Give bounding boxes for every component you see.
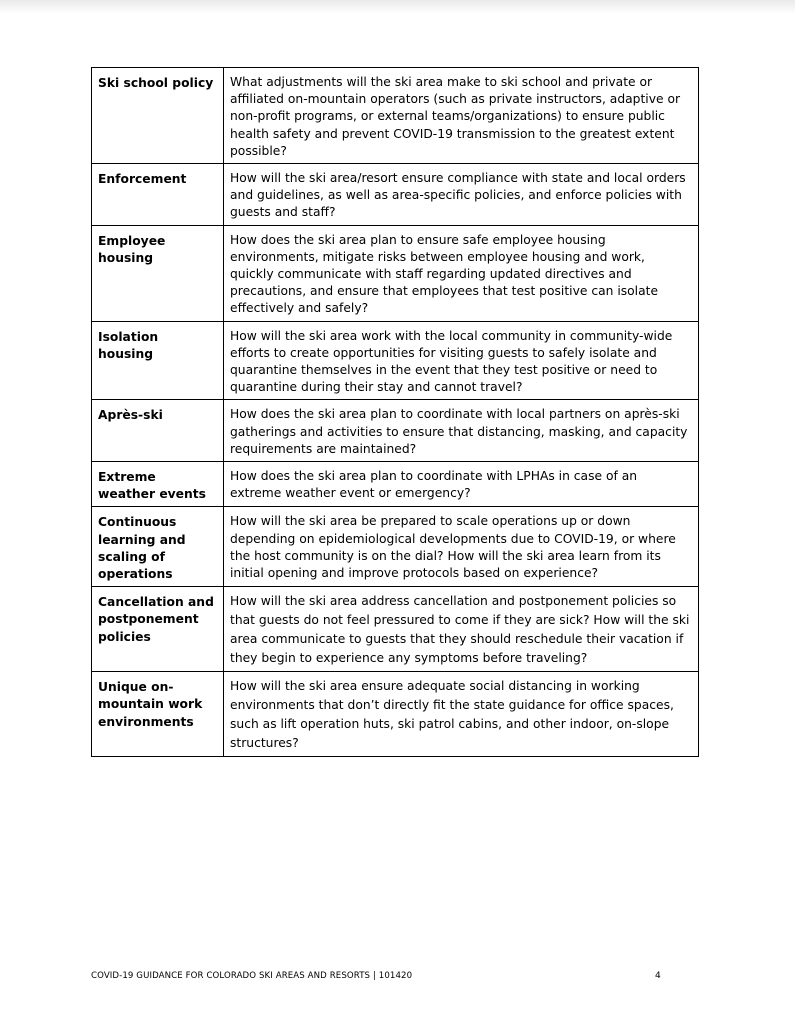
page-footer: COVID-19 GUIDANCE FOR COLORADO SKI AREAS AND RESORTS | 101420 (91, 971, 413, 981)
row-topic: Employee housing (92, 225, 224, 321)
row-topic: Après-ski (92, 400, 224, 462)
row-question: What adjustments will the ski area make to ski school and private or affiliated on-mountain operators (such as private instructors, adaptive or non-profit programs, or external teams/organizations) to ensure public health safety and prevent COVID-19 transmission to the greatest extent possible? (224, 68, 699, 164)
table-row (92, 164, 699, 226)
policy-questions-table (91, 67, 699, 757)
row-topic: Enforcement (92, 164, 224, 226)
row-topic: Continuous learning and scaling of operations (92, 507, 224, 587)
page-number: 4 (655, 971, 661, 981)
table-row (92, 462, 699, 507)
table-row (92, 321, 699, 400)
row-topic: Ski school policy (92, 68, 224, 164)
table-row (92, 587, 699, 672)
row-question: How will the ski area work with the local community in community-wide efforts to create opportunities for visiting guests to safely isolate and quarantine themselves in the event that they test positive or need to quarantine during their stay and cannot travel? (224, 321, 699, 400)
table-row (92, 672, 699, 757)
row-question: How does the ski area plan to coordinate with LPHAs in case of an extreme weather event or emergency? (224, 462, 699, 507)
row-question: How does the ski area plan to coordinate with local partners on après-ski gatherings and activities to ensure that distancing, masking, and capacity requirements are maintained? (224, 400, 699, 462)
row-question: How will the ski area be prepared to scale operations up or down depending on epidemiological developments due to COVID-19, or where the host community is on the dial? How will the ski area learn from its initial opening and improve protocols based on experience? (224, 507, 699, 587)
table-row (92, 507, 699, 587)
table-row (92, 68, 699, 164)
row-question: How will the ski area/resort ensure compliance with state and local orders and guidelines, as well as area-specific policies, and enforce policies with guests and staff? (224, 164, 699, 226)
row-question: How does the ski area plan to ensure safe employee housing environments, mitigate risks between employee housing and work, quickly communicate with staff regarding updated directives and precautions, and ensure that employees that test positive can isolate effectively and safely? (224, 225, 699, 321)
row-topic: Cancellation and postponement policies (92, 587, 224, 672)
table-row (92, 400, 699, 462)
row-question: How will the ski area ensure adequate social distancing in working environments that don’t directly fit the state guidance for office spaces, such as lift operation huts, ski patrol cabins, and other indoor, on-slope structures? (224, 672, 699, 757)
row-topic: Unique on-mountain work environments (92, 672, 224, 757)
row-topic: Extreme weather events (92, 462, 224, 507)
table-row (92, 225, 699, 321)
row-topic: Isolation housing (92, 321, 224, 400)
row-question: How will the ski area address cancellation and postponement policies so that guests do not feel pressured to come if they are sick? How will the ski area communicate to guests that they should reschedule their vacation if they begin to experience any symptoms before traveling? (224, 587, 699, 672)
